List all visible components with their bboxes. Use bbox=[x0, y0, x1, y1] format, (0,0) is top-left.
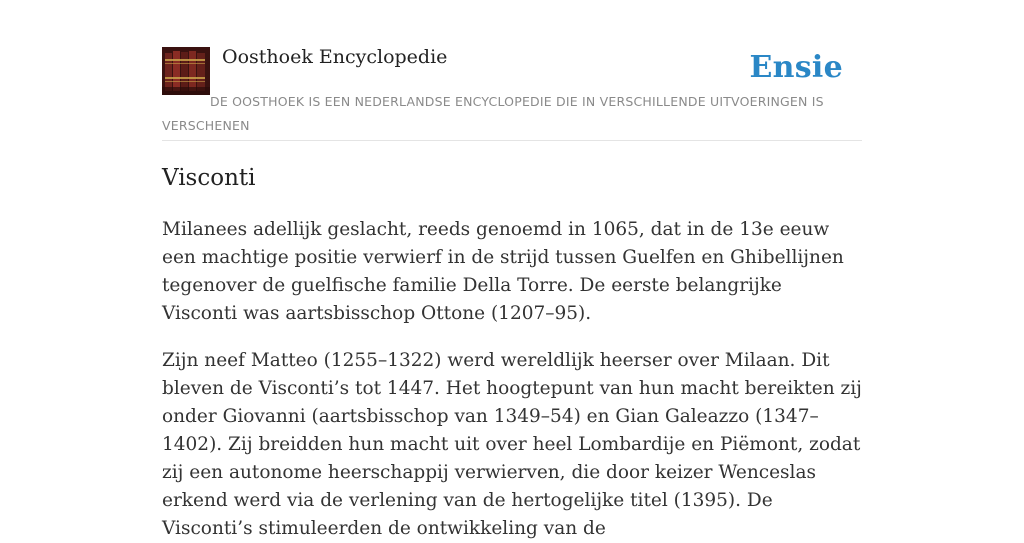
publication-header bbox=[162, 0, 862, 141]
book-spines-icon bbox=[162, 47, 210, 95]
article-paragraph: Milanees adellijk geslacht, reeds genoemd in 1065, dat in de 13e eeuw een machtige positie verwierf in de strijd tussen Guelfen en Ghibellijnen tegenover de guelfische familie Della Torre. De eerste belangrijke Visconti was aartsbisschop Ottone (1207–95). bbox=[162, 219, 844, 324]
article-paragraph: Zijn neef Matteo (1255–1322) werd wereldlijk heerser over Milaan. Dit bleven de Visconti’s tot 1447. Het hoogtepunt van hun macht bereikten zij onder Giovanni (aartsbisschop van 1349–54) en Gian Galeazzo (1347–1402). Zij breidden hun macht uit over heel Lombardije en Piëmont, zodat zij een autonome heerschappij verwierven, die door keizer Wenceslas erkend werd via de verlening van de hertogelijke titel (1395). De Visconti’s stimuleerden de ontwikkeling van de bbox=[162, 350, 862, 539]
publication-name[interactable]: Oosthoek Encyclopedie bbox=[222, 46, 448, 68]
brand-logo[interactable]: Ensie bbox=[749, 50, 843, 85]
article-title: Visconti bbox=[162, 165, 256, 191]
publication-avatar[interactable] bbox=[162, 47, 210, 95]
article bbox=[162, 160, 862, 539]
publication-tagline: DE OOSTHOEK IS EEN NEDERLANDSE ENCYCLOPEDIE DIE IN VERSCHILLENDE UITVOERINGEN IS VERSCHENEN bbox=[162, 94, 824, 133]
